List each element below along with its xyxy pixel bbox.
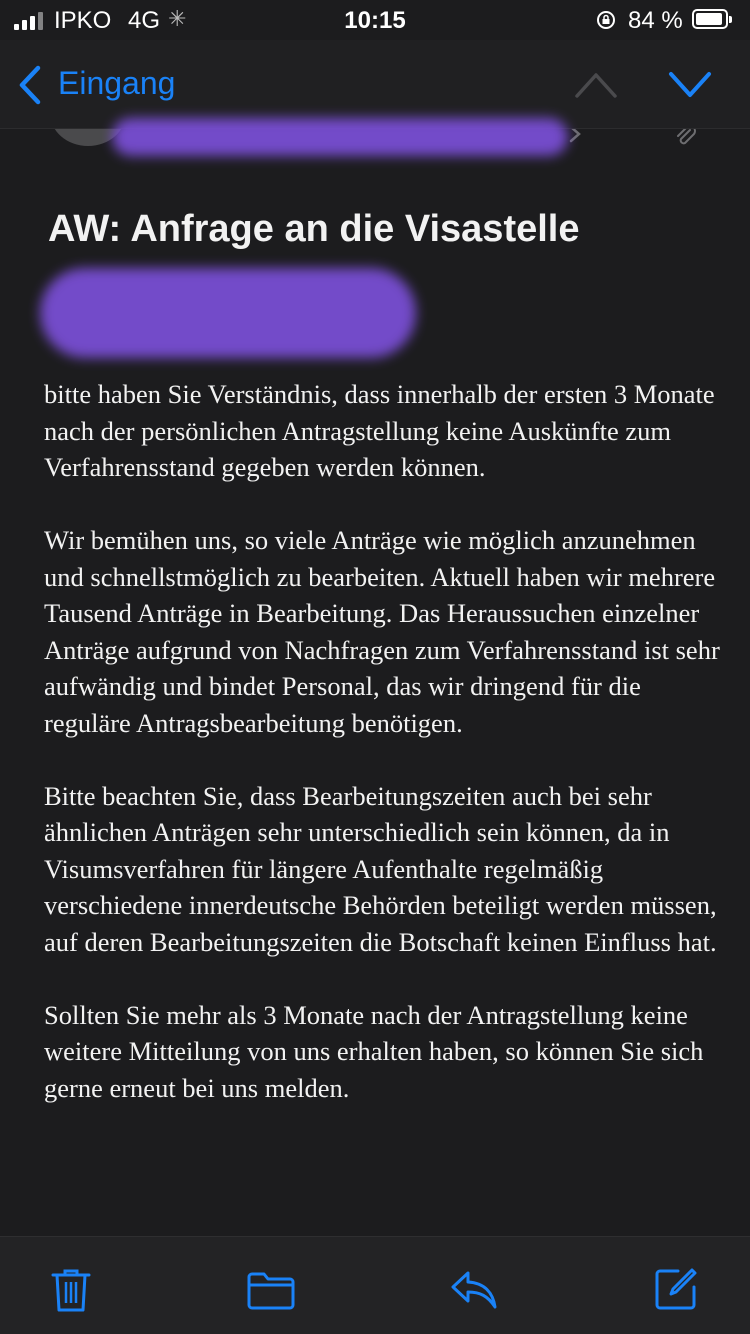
navigation-bar (0, 40, 750, 129)
carrier-name: IPKO (54, 7, 112, 34)
body-paragraph: Sollten Sie mehr als 3 Monate nach der Antragstellung keine weitere Mitteilung von uns erhalten haben, so können Sie sich gerne erneut bei uns melden. (44, 999, 704, 1103)
folder-icon[interactable] (246, 1271, 296, 1311)
sender-redaction (112, 118, 568, 156)
status-bar (0, 0, 750, 40)
network-type: 4G (128, 7, 161, 34)
body-paragraph: bitte haben Sie Verständnis, dass innerhalb der ersten 3 Monate nach der persönlichen Antragstellung keine Auskünfte zum Verfahrensstand gegeben werden können. (44, 379, 715, 482)
body-paragraph: Bitte beachten Sie, dass Bearbeitungszeiten auch bei sehr ähnlichen Anträgen sehr unterschiedlich sein können, da in Visumsverfahren für längere Aufenthalte regelmäßig verschiedene innerdeutsche Behörden beteiligt werden müssen, auf deren Bearbeitungszeiten die Botschaft keinen Einfluss hat. (44, 780, 717, 957)
reply-icon[interactable] (450, 1269, 498, 1311)
body-paragraph: Wir bemühen uns, so viele Anträge wie möglich anzunehmen und schnellstmöglich zu bearbeiten. Aktuell haben wir mehrere Tausend Anträge in Bearbeitung. Das Heraussuchen einzelner Anträge aufgrund von Nachfragen zum Verfahrensstand ist sehr aufwändig und bindet Personal, das wir dringend für die reguläre Antragsbearbeitung benötigen. (44, 525, 720, 738)
back-button[interactable]: Eingang (58, 65, 176, 101)
chevron-up-icon[interactable] (574, 70, 618, 100)
chevron-left-icon[interactable] (16, 64, 44, 106)
recipient-redaction (40, 268, 416, 358)
chevron-down-icon[interactable] (668, 70, 712, 100)
status-time: 10:15 (344, 7, 406, 34)
trash-icon[interactable] (50, 1267, 92, 1313)
battery-percent: 84 % (628, 7, 683, 34)
activity-spinner-icon: ✳ (168, 6, 187, 31)
message-subject: AW: Anfrage an die Visastelle (48, 208, 580, 250)
battery-icon (692, 9, 728, 29)
message-body (44, 376, 724, 1143)
rotation-lock-icon (596, 10, 616, 30)
bottom-toolbar (0, 1236, 750, 1334)
compose-icon[interactable] (654, 1267, 698, 1311)
